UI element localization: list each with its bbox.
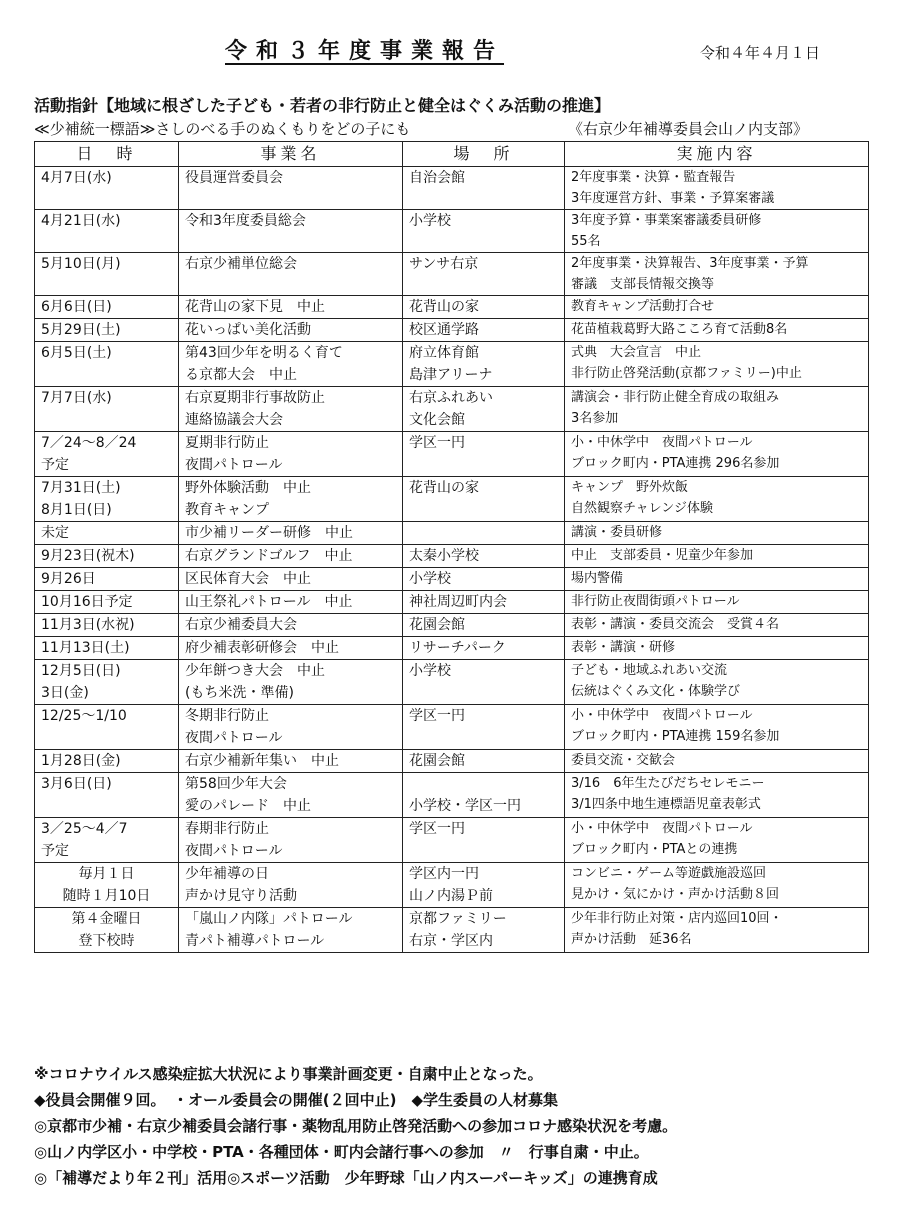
cell-place-line: 花園会館: [409, 617, 465, 633]
cell-date: [35, 863, 179, 908]
cell-place: [403, 545, 565, 568]
cell-place-line: 小学校: [409, 213, 451, 229]
table-row: [35, 773, 869, 818]
cell-event: [179, 591, 403, 614]
cell-date: [35, 319, 179, 342]
cell-place-line: サンサ右京: [409, 256, 479, 272]
cell-date: [35, 705, 179, 750]
cell-place-line: 文化会館: [409, 412, 465, 428]
cell-date-line: 12/25～1/10: [41, 708, 127, 724]
activity-table: [34, 141, 869, 953]
cell-details-line: 3/16 6年生たびだちセレモニー: [571, 776, 765, 791]
table-row: [35, 705, 869, 750]
note-line: ◎京都市少補・右京少補委員会諸行事・薬物乱用防止啓発活動への参加コロナ感染状況を考慮。: [34, 1117, 678, 1135]
cell-event-line: 右京グランドゴルフ 中止: [185, 548, 353, 564]
cell-place-line: 自治会館: [409, 170, 465, 186]
cell-date: [35, 342, 179, 387]
cell-place: [403, 387, 565, 432]
cell-date-line: 6月5日(土): [41, 345, 112, 361]
cell-date: [35, 591, 179, 614]
cell-place-line: 学区一円: [409, 821, 465, 837]
note-line: ※コロナウイルス感染症拡大状況により事業計画変更・自粛中止となった。: [34, 1065, 543, 1083]
cell-details-line: 3年度予算・事業案審議委員研修: [571, 213, 762, 228]
cell-date: [35, 545, 179, 568]
cell-event-line: 府少補表彰研修会 中止: [185, 640, 339, 656]
cell-place: [403, 591, 565, 614]
cell-details: [565, 342, 869, 387]
cell-place-line: 学区一円: [409, 435, 465, 451]
cell-place-line: 神社周辺町内会: [409, 594, 507, 610]
cell-event: [179, 545, 403, 568]
cell-place-line: リサーチパーク: [409, 640, 506, 656]
table-row: [35, 296, 869, 319]
cell-event-line: 「嵐山ノ内隊」パトロール: [185, 911, 353, 927]
cell-date-line: 5月29日(土): [41, 322, 121, 338]
cell-place: [403, 319, 565, 342]
cell-details: [565, 387, 869, 432]
cell-event-line: 愛のパレード 中止: [185, 798, 311, 814]
cell-place: [403, 253, 565, 296]
cell-details-line: 花苗植栽葛野大路こころ育て活動8名: [571, 322, 788, 337]
table-row: [35, 908, 869, 953]
cell-date-line: 9月23日(祝木): [41, 548, 135, 564]
notes-section: [34, 1061, 874, 1191]
cell-place-line: 小学校: [409, 663, 451, 679]
cell-date-line: 8月1日(日): [41, 502, 112, 518]
cell-place-line: 右京ふれあい: [409, 390, 493, 406]
cell-details: [565, 818, 869, 863]
note-line: ◎山ノ内学区小・中学校・PTA・各種団体・町内会諸行事への参加 〃 行事自粛・中止。: [34, 1143, 649, 1161]
cell-details-line: 教育キャンプ活動打合せ: [571, 299, 715, 314]
cell-details-line: 表彰・講演・委員交流会 受賞４名: [571, 617, 780, 632]
cell-details-line: 見かけ・気にかけ・声かけ活動８回: [571, 887, 780, 902]
cell-place: [403, 773, 565, 818]
cell-event: [179, 210, 403, 253]
table-row: [35, 545, 869, 568]
cell-details-line: ブロック町内・PTAとの連携: [571, 842, 738, 857]
cell-date-line: 4月21日(水): [41, 213, 121, 229]
cell-date-line: 12月5日(日): [41, 663, 121, 679]
cell-place: [403, 296, 565, 319]
cell-details: [565, 167, 869, 210]
cell-date-line: 11月3日(水祝): [41, 617, 135, 633]
cell-date: [35, 167, 179, 210]
cell-details: [565, 432, 869, 477]
cell-event-line: 市少補リーダー研修 中止: [185, 525, 353, 541]
note-line: ◆役員会開催９回。 ・オール委員会の開催(２回中止) ◆学生委員の人材募集: [34, 1091, 558, 1109]
cell-date-line: 7／24～8／24: [41, 435, 137, 451]
table-row: [35, 522, 869, 545]
cell-place: [403, 705, 565, 750]
cell-date-line: 未定: [41, 525, 69, 541]
cell-details: [565, 773, 869, 818]
cell-details-line: 講演・委員研修: [571, 525, 663, 540]
cell-event: [179, 342, 403, 387]
cell-event-line: 連絡協議会大会: [185, 412, 283, 428]
table-row: [35, 750, 869, 773]
cell-date: [35, 908, 179, 953]
cell-event-line: 令和3年度委員総会: [185, 213, 306, 229]
cell-date-line: 毎月１日: [78, 866, 135, 882]
cell-event-line: 少年餅つき大会 中止: [185, 663, 325, 679]
cell-place-line: [409, 773, 558, 795]
cell-date: [35, 660, 179, 705]
cell-event-line: 教育キャンプ: [185, 502, 269, 518]
table-row: [35, 253, 869, 296]
cell-date-line: 6月6日(日): [41, 299, 112, 315]
cell-details: [565, 660, 869, 705]
table-body: [35, 167, 869, 953]
cell-date-line: 4月7日(水): [41, 170, 112, 186]
cell-place-line: 小学校: [409, 571, 451, 587]
cell-date-line: 第４金曜日: [71, 911, 142, 927]
cell-place: [403, 660, 565, 705]
cell-place-line: 花背山の家: [409, 480, 479, 496]
cell-date-line: 7月31日(土): [41, 480, 121, 496]
cell-event-line: 第43回少年を明るく育て: [185, 345, 343, 361]
cell-place: [403, 908, 565, 953]
cell-place-line: [409, 522, 558, 544]
cell-event: [179, 296, 403, 319]
cell-event: [179, 387, 403, 432]
cell-date-line: 9月26日: [41, 571, 96, 587]
cell-event: [179, 522, 403, 545]
cell-details-line: 55名: [571, 234, 601, 249]
table-row: [35, 568, 869, 591]
cell-event-line: 少年補導の日: [185, 866, 269, 882]
cell-date-line: 11月13日(土): [41, 640, 130, 656]
cell-details: [565, 477, 869, 522]
table-row: [35, 342, 869, 387]
cell-place: [403, 637, 565, 660]
cell-place-line: 花背山の家: [409, 299, 479, 315]
cell-details: [565, 253, 869, 296]
cell-date-line: 5月10日(月): [41, 256, 121, 272]
cell-event-line: 山王祭礼パトロール 中止: [185, 594, 353, 610]
column-header-date: 日 時: [35, 142, 179, 167]
cell-details-line: キャンプ 野外炊飯: [571, 480, 689, 495]
cell-event-line: 役員運営委員会: [185, 170, 283, 186]
cell-event-line: 花背山の家下見 中止: [185, 299, 325, 315]
cell-details: [565, 705, 869, 750]
cell-date: [35, 568, 179, 591]
cell-place-line: 校区通学路: [409, 322, 479, 338]
organization-name: 《右京少年補導委員会山ノ内支部》: [568, 120, 809, 138]
cell-place-line: 府立体育館: [409, 345, 479, 361]
cell-date-line: 10月16日予定: [41, 594, 133, 610]
cell-event: [179, 863, 403, 908]
cell-event-line: 右京少補委員大会: [185, 617, 297, 633]
cell-details-line: 表彰・講演・研修: [571, 640, 676, 655]
cell-date: [35, 253, 179, 296]
cell-place-line: 学区内一円: [409, 866, 479, 882]
cell-event-line: 区民体育大会 中止: [185, 571, 311, 587]
cell-date: [35, 637, 179, 660]
cell-details: [565, 522, 869, 545]
cell-event-line: 右京少補単位総会: [185, 256, 297, 272]
cell-details-line: 少年非行防止対策・店内巡回10回・: [571, 911, 783, 926]
cell-details-line: 子ども・地域ふれあい交流: [571, 663, 728, 678]
cell-date-line: 登下校時: [78, 933, 135, 949]
cell-details: [565, 319, 869, 342]
cell-event: [179, 660, 403, 705]
cell-event: [179, 432, 403, 477]
cell-details: [565, 863, 869, 908]
cell-event-line: 青パト補導パトロール: [185, 933, 325, 949]
cell-date: [35, 614, 179, 637]
cell-details-line: 中止 支部委員・児童少年参加: [571, 548, 754, 563]
cell-place: [403, 863, 565, 908]
cell-details: [565, 296, 869, 319]
report-date: 令和４年４月１日: [700, 44, 821, 62]
activity-policy: 活動指針【地域に根ざした子ども・若者の非行防止と健全はぐくみ活動の推進】: [34, 96, 611, 115]
cell-details-line: 式典 大会宣言 中止: [571, 345, 702, 360]
table-row: [35, 660, 869, 705]
table-row: [35, 614, 869, 637]
cell-details-line: 3名参加: [571, 411, 619, 426]
cell-event-line: 春期非行防止: [185, 821, 269, 837]
cell-details: [565, 568, 869, 591]
table-row: [35, 167, 869, 210]
column-header-details: 実施内容: [565, 142, 869, 167]
note-line: ◎「補導だより年２刊」活用◎スポーツ活動 少年野球「山ノ内スーパーキッズ」の連携育成: [34, 1169, 658, 1187]
table-row: [35, 818, 869, 863]
column-header-place: 場 所: [403, 142, 565, 167]
table-row: [35, 432, 869, 477]
cell-details: [565, 591, 869, 614]
cell-details-line: 小・中休学中 夜間パトロール: [571, 708, 753, 723]
cell-event: [179, 253, 403, 296]
cell-event: [179, 908, 403, 953]
cell-event-line: (もち米洗・準備): [185, 685, 294, 701]
table-row: [35, 210, 869, 253]
cell-event: [179, 614, 403, 637]
cell-details-line: 非行防止啓発活動(京都ファミリー)中止: [571, 366, 802, 381]
table-row: [35, 863, 869, 908]
cell-details-line: 3/1四条中地生連標語児童表彰式: [571, 797, 761, 812]
cell-details: [565, 545, 869, 568]
table-row: [35, 477, 869, 522]
cell-place: [403, 818, 565, 863]
cell-event: [179, 750, 403, 773]
cell-place-line: 右京・学区内: [409, 933, 493, 949]
cell-place-line: 山ノ内湯Ｐ前: [409, 888, 493, 904]
cell-date-line: 7月7日(水): [41, 390, 112, 406]
cell-details-line: ブロック町内・PTA連携 296名参加: [571, 456, 780, 471]
cell-details-line: 講演会・非行防止健全育成の取組み: [571, 390, 780, 405]
cell-place: [403, 210, 565, 253]
cell-details-line: ブロック町内・PTA連携 159名参加: [571, 729, 780, 744]
cell-date: [35, 773, 179, 818]
cell-details-line: 委員交流・交歓会: [571, 753, 676, 768]
cell-event: [179, 167, 403, 210]
cell-details-line: 2年度事業・決算報告、3年度事業・予算: [571, 256, 809, 271]
cell-event-line: 夏期非行防止: [185, 435, 269, 451]
cell-details-line: 2年度事業・決算・監査報告: [571, 170, 736, 185]
page-title: 令和３年度事業報告: [225, 39, 505, 64]
cell-place: [403, 477, 565, 522]
cell-date-line: 予定: [41, 843, 69, 859]
cell-details-line: 小・中休学中 夜間パトロール: [571, 821, 753, 836]
cell-details-line: 小・中休学中 夜間パトロール: [571, 435, 753, 450]
cell-place-line: 島津アリーナ: [409, 367, 493, 383]
cell-place-line: 太秦小学校: [409, 548, 479, 564]
cell-date-line: 3日(金): [41, 685, 89, 701]
cell-details-line: 自然観察チャレンジ体験: [571, 501, 713, 516]
cell-place: [403, 750, 565, 773]
cell-details: [565, 614, 869, 637]
cell-details-line: コンビニ・ゲーム等遊戯施設巡回: [571, 866, 767, 881]
cell-event-line: 冬期非行防止: [185, 708, 269, 724]
cell-event-line: 野外体験活動 中止: [185, 480, 311, 496]
cell-details: [565, 908, 869, 953]
cell-details-line: 非行防止夜間街頭パトロール: [571, 594, 740, 609]
cell-date: [35, 818, 179, 863]
cell-event-line: 声かけ見守り活動: [185, 888, 297, 904]
cell-place: [403, 522, 565, 545]
cell-place-line: 学区一円: [409, 708, 465, 724]
table-row: [35, 387, 869, 432]
cell-place: [403, 614, 565, 637]
cell-event-line: 右京少補新年集い 中止: [185, 753, 339, 769]
cell-date-line: 3月6日(日): [41, 776, 112, 792]
cell-place: [403, 432, 565, 477]
slogan: ≪少補統一標語≫さしのべる手のぬくもりをどの子にも: [34, 120, 411, 138]
cell-date-line: 予定: [41, 457, 69, 473]
cell-date-line: 1月28日(金): [41, 753, 121, 769]
cell-place-line: 小学校・学区一円: [409, 798, 521, 814]
cell-date: [35, 477, 179, 522]
cell-event-line: 夜間パトロール: [185, 843, 283, 859]
cell-date-line: 随時１月10日: [62, 888, 151, 904]
cell-place: [403, 568, 565, 591]
cell-date: [35, 296, 179, 319]
cell-place-line: 花園会館: [409, 753, 465, 769]
cell-event: [179, 319, 403, 342]
cell-date: [35, 387, 179, 432]
table-header-row: [35, 142, 869, 167]
cell-event: [179, 773, 403, 818]
cell-place-line: 京都ファミリー: [409, 911, 507, 927]
cell-details-line: 審議 支部長情報交換等: [571, 277, 715, 292]
cell-details-line: 声かけ活動 延36名: [571, 932, 692, 947]
cell-event-line: 花いっぱい美化活動: [185, 322, 311, 338]
cell-date: [35, 750, 179, 773]
column-header-event: 事業名: [179, 142, 403, 167]
cell-event-line: 第58回少年大会: [185, 776, 287, 792]
table-row: [35, 319, 869, 342]
cell-details: [565, 637, 869, 660]
table-row: [35, 637, 869, 660]
cell-date: [35, 432, 179, 477]
cell-details: [565, 750, 869, 773]
cell-event: [179, 568, 403, 591]
cell-place: [403, 342, 565, 387]
cell-place: [403, 167, 565, 210]
cell-event: [179, 705, 403, 750]
cell-event: [179, 477, 403, 522]
cell-date-line: 3／25～4／7: [41, 821, 128, 837]
cell-event-line: 夜間パトロール: [185, 730, 283, 746]
cell-event: [179, 637, 403, 660]
cell-event: [179, 818, 403, 863]
cell-event-line: 右京夏期非行事故防止: [185, 390, 325, 406]
cell-details-line: 場内警備: [571, 571, 624, 586]
cell-details-line: 3年度運営方針、事業・予算案審議: [571, 191, 775, 206]
cell-event-line: る京都大会 中止: [185, 367, 297, 383]
cell-date: [35, 210, 179, 253]
cell-event-line: 夜間パトロール: [185, 457, 283, 473]
table-row: [35, 591, 869, 614]
cell-details-line: 伝統はぐくみ文化・体験学び: [571, 684, 741, 699]
cell-details: [565, 210, 869, 253]
cell-date: [35, 522, 179, 545]
